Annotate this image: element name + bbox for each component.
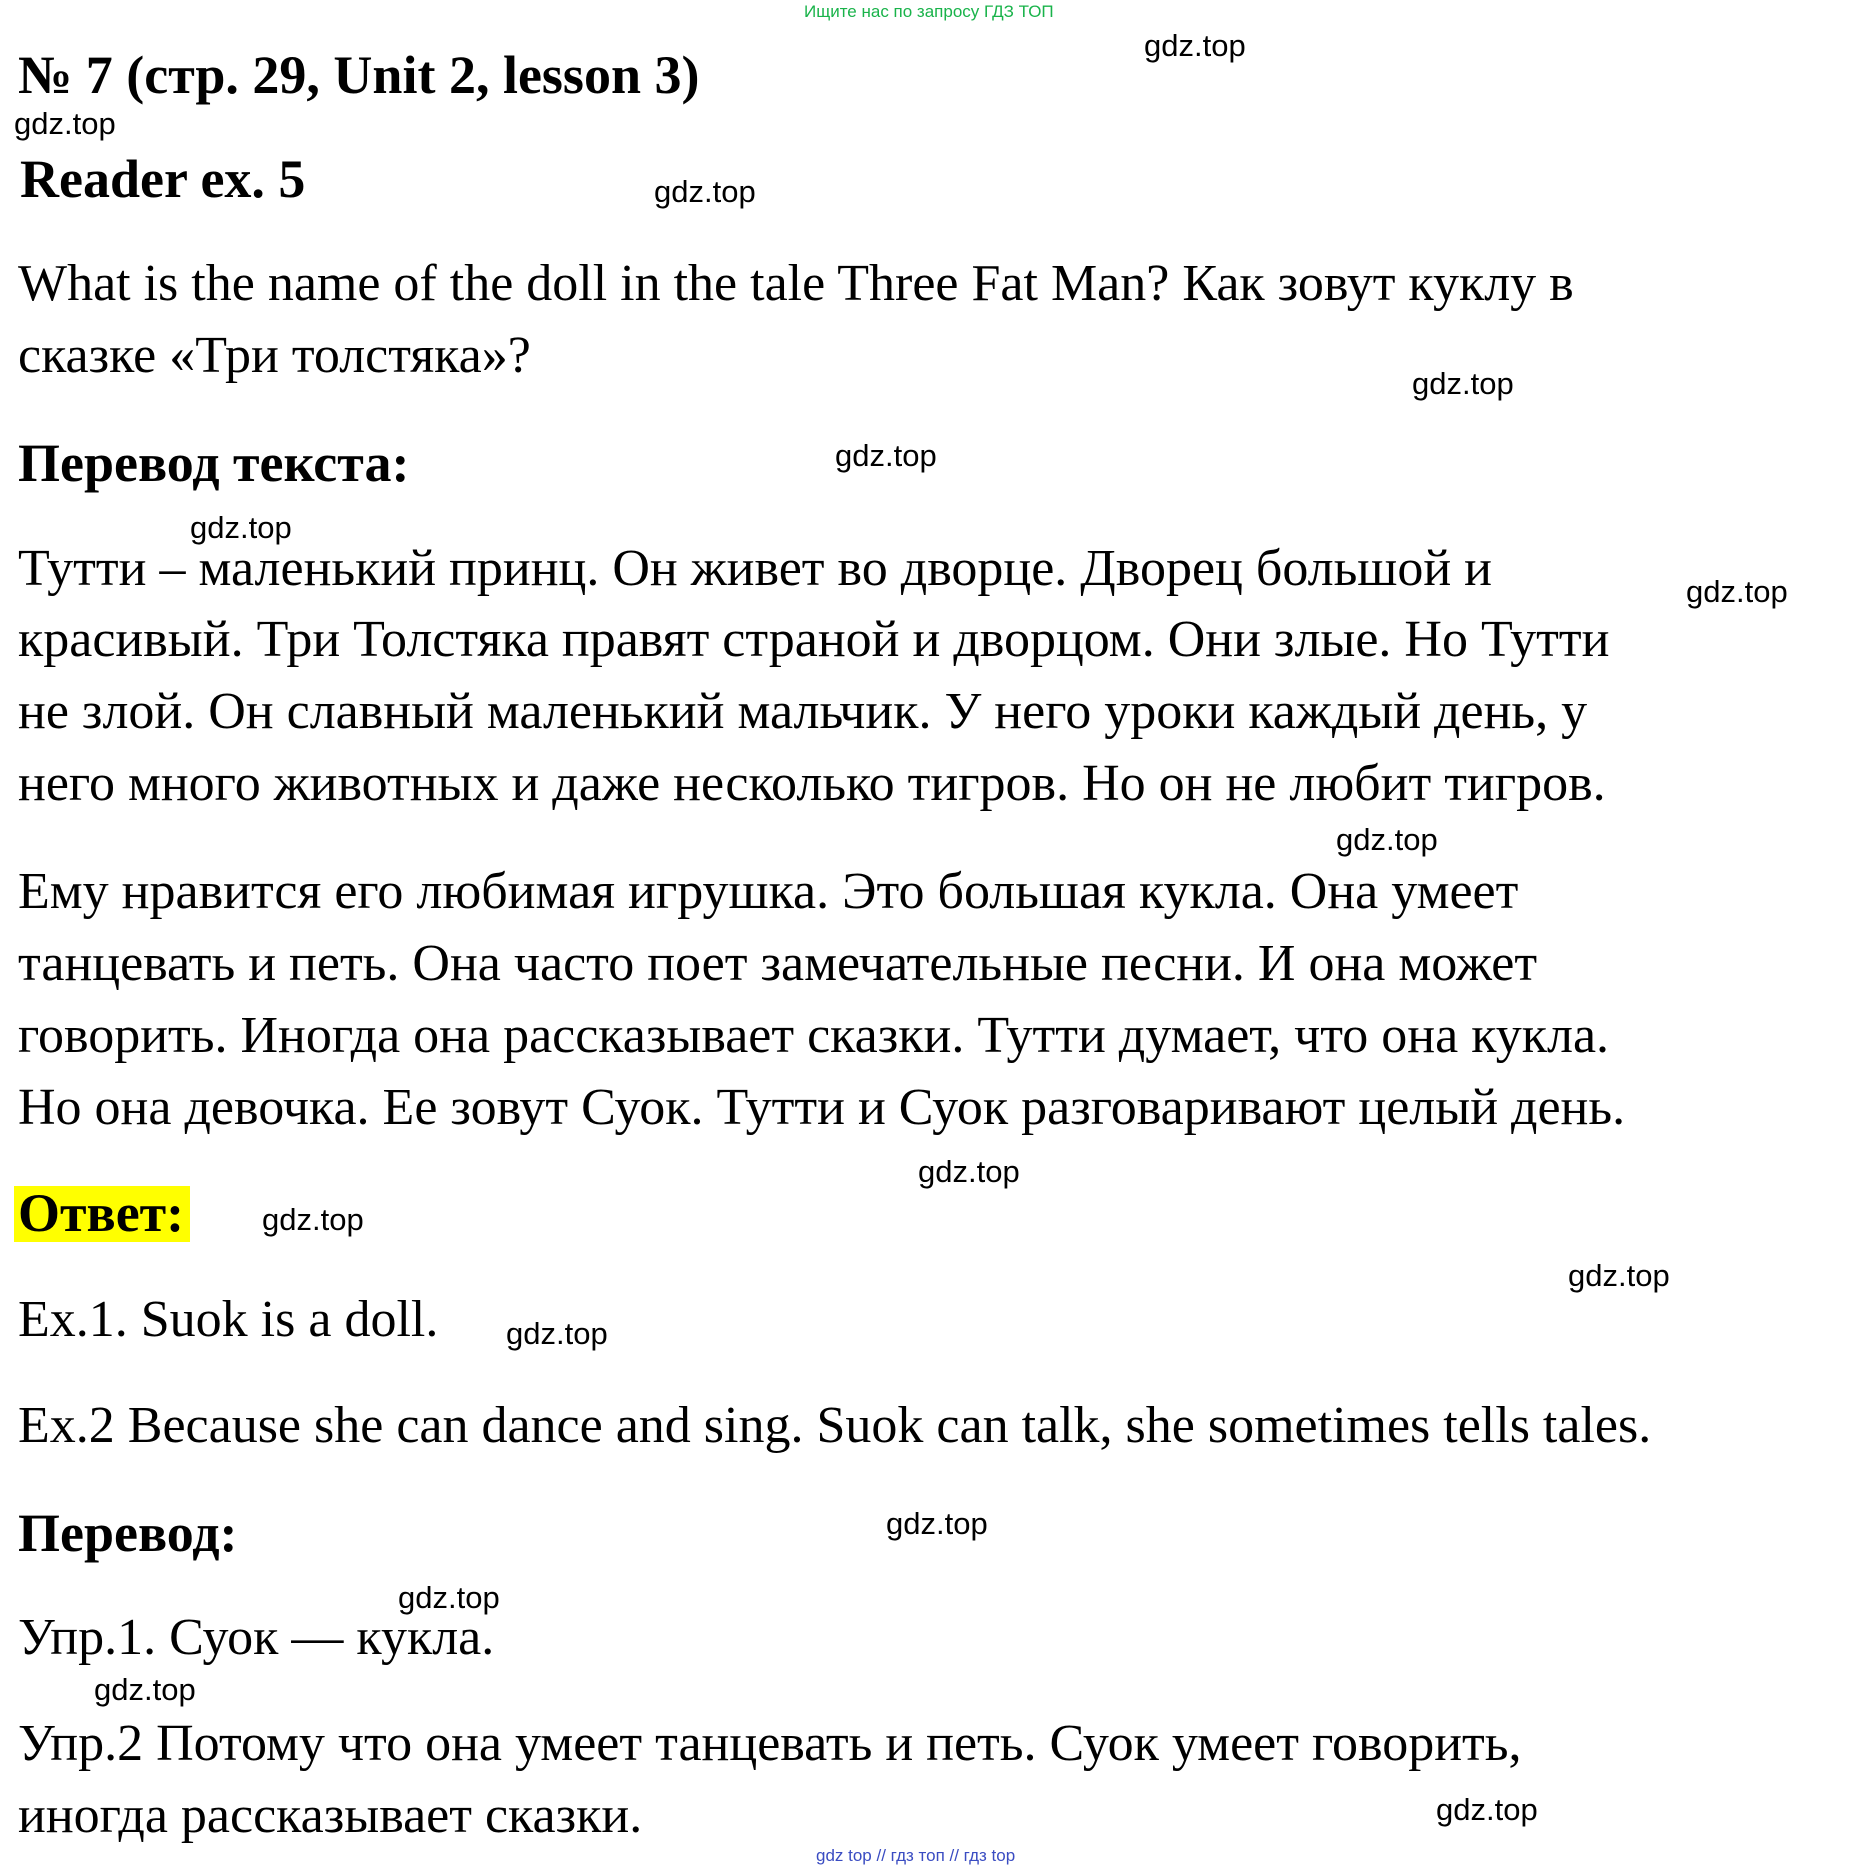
paragraph1-line-1: Тутти – маленький принц. Он живет во дворце. Дворец большой и bbox=[18, 540, 1493, 597]
watermark: gdz.top bbox=[1436, 1792, 1538, 1827]
answer-translation-line-3: иногда рассказывает сказки. bbox=[18, 1787, 643, 1844]
question-line-2: сказке «Три толстяка»? bbox=[18, 327, 531, 384]
answer-translation-line-1: Упр.1. Суок — кукла. bbox=[18, 1609, 495, 1666]
top-banner: Ищите нас по запросу ГДЗ ТОП bbox=[804, 2, 1054, 21]
paragraph1-line-2: красивый. Три Толстяка правят страной и дворцом. Они злые. Но Тутти bbox=[18, 611, 1610, 668]
watermark: gdz.top bbox=[654, 174, 756, 209]
translation-heading: Перевод текста: bbox=[18, 433, 410, 493]
watermark: gdz.top bbox=[14, 106, 116, 141]
bottom-banner: gdz top // гдз топ // гдз top bbox=[816, 1846, 1016, 1865]
watermark: gdz.top bbox=[190, 510, 292, 545]
watermark: gdz.top bbox=[1568, 1258, 1670, 1293]
paragraph2-line-1: Ему нравится его любимая игрушка. Это большая кукла. Она умеет bbox=[18, 863, 1519, 920]
watermark: gdz.top bbox=[94, 1672, 196, 1707]
watermark: gdz.top bbox=[398, 1580, 500, 1615]
paragraph2-line-4: Но она девочка. Ее зовут Суок. Тутти и Суок разговаривают целый день. bbox=[18, 1079, 1626, 1136]
answer-translation-line-2: Упр.2 Потому что она умеет танцевать и петь. Суок умеет говорить, bbox=[18, 1715, 1522, 1772]
watermark: gdz.top bbox=[1144, 28, 1246, 63]
answer-translation-heading: Перевод: bbox=[18, 1503, 238, 1563]
paragraph1-line-4: него много животных и даже несколько тигров. Но он не любит тигров. bbox=[18, 755, 1606, 812]
watermark: gdz.top bbox=[886, 1506, 988, 1541]
answer-label: Ответ: bbox=[14, 1186, 190, 1242]
watermark: gdz.top bbox=[1686, 574, 1788, 609]
watermark: gdz.top bbox=[1412, 366, 1514, 401]
paragraph2-line-3: говорить. Иногда она рассказывает сказки. Тутти думает, что она кукла. bbox=[18, 1007, 1610, 1064]
page-title: № 7 (стр. 29, Unit 2, lesson 3) bbox=[18, 45, 700, 105]
page-subtitle: Reader ex. 5 bbox=[20, 149, 306, 209]
answer-line-1: Ex.1. Suok is a doll. bbox=[18, 1291, 439, 1348]
watermark: gdz.top bbox=[835, 438, 937, 473]
paragraph1-line-3: не злой. Он славный маленький мальчик. У него уроки каждый день, у bbox=[18, 683, 1588, 740]
answer-line-2: Ex.2 Because she can dance and sing. Suok can talk, she sometimes tells tales. bbox=[18, 1397, 1652, 1454]
watermark: gdz.top bbox=[918, 1154, 1020, 1189]
watermark: gdz.top bbox=[1336, 822, 1438, 857]
question-line-1: What is the name of the doll in the tale Three Fat Man? Как зовут куклу в bbox=[18, 255, 1574, 312]
watermark: gdz.top bbox=[262, 1202, 364, 1237]
watermark: gdz.top bbox=[506, 1316, 608, 1351]
paragraph2-line-2: танцевать и петь. Она часто поет замечательные песни. И она может bbox=[18, 935, 1538, 992]
